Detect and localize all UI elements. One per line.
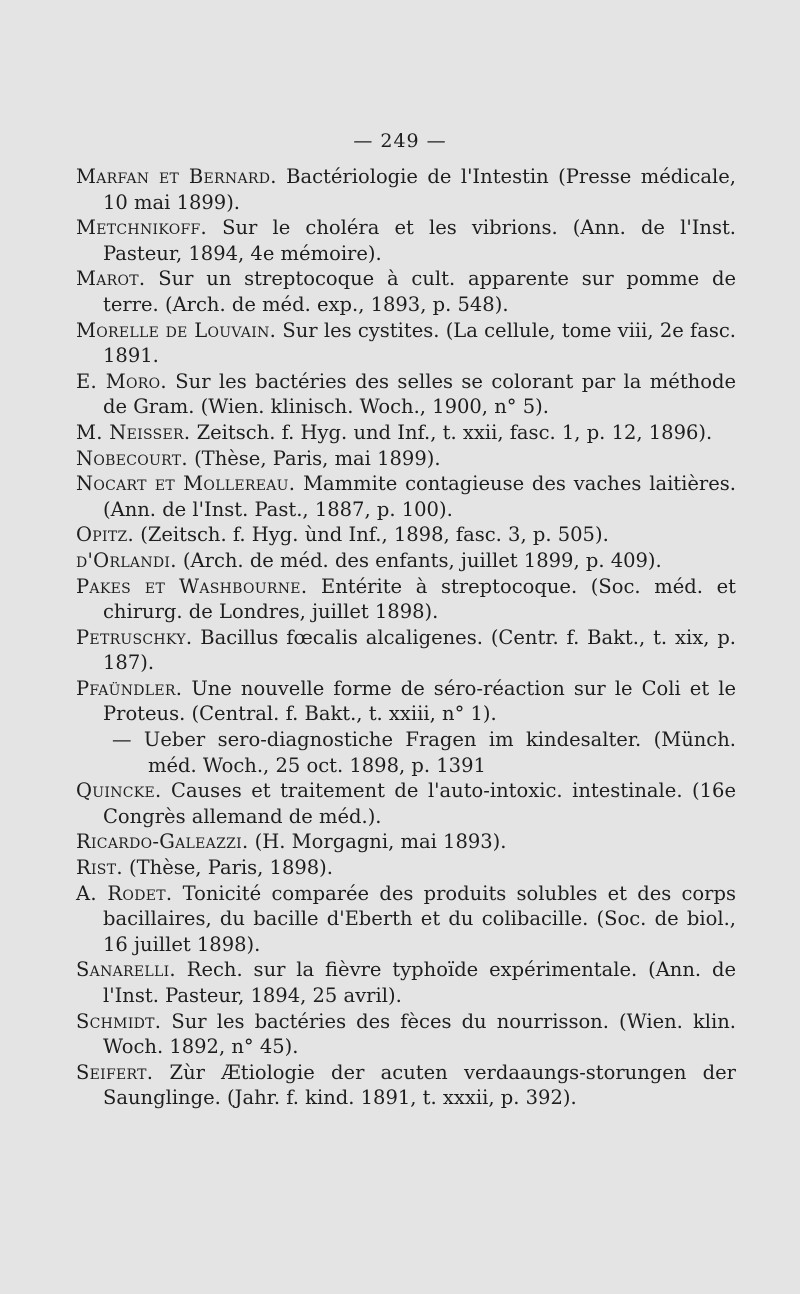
- bibliography-entry: [76, 625, 736, 676]
- bibliography-entry: [76, 318, 736, 369]
- bibliography-entry: [76, 522, 736, 548]
- entry-text: Zùr Ætiologie der acuten verdaaungs-storungen der Saunglinge. (Jahr. f. kind. 1891, t. xxxii, p. 392).: [103, 1060, 736, 1110]
- entry-text: (Zeitsch. f. Hyg. ùnd Inf., 1898, fasc. 3, p. 505).: [134, 523, 609, 547]
- entry-author: Seifert.: [76, 1060, 154, 1084]
- bibliography-entry: [76, 1060, 736, 1111]
- bibliography-entry: [76, 164, 736, 215]
- bibliography-list: [76, 164, 736, 1111]
- entry-author: Schmidt.: [76, 1009, 162, 1033]
- entry-author: E. Moro.: [76, 369, 167, 393]
- entry-text: Sur les bactéries des selles se colorant par la méthode de Gram. (Wien. klinisch. Woch., 1900, n° 5).: [103, 369, 736, 419]
- entry-text: (Arch. de méd. des enfants, juillet 1899, p. 409).: [176, 548, 662, 572]
- entry-author: Quincke.: [76, 779, 162, 803]
- bibliography-entry: [76, 829, 736, 855]
- entry-author: Metchnikoff.: [76, 216, 208, 240]
- entry-author: A. Rodet.: [76, 881, 173, 905]
- bibliography-entry: [76, 215, 736, 266]
- entry-text: Sur le choléra et les vibrions. (Ann. de l'Inst. Pasteur, 1894, 4e mémoire).: [103, 216, 736, 265]
- bibliography-entry: [76, 266, 736, 317]
- entry-author: Opitz.: [76, 523, 135, 547]
- entry-author: Nocart et Mollereau.: [76, 472, 296, 496]
- entry-author: Marfan et Bernard.: [76, 165, 277, 188]
- bibliography-entry-continuation: [76, 727, 736, 778]
- page-number: — 249 —: [353, 130, 447, 152]
- entry-text: Zeitsch. f. Hyg. und Inf., t. xxii, fasc. 1, p. 12, 1896).: [190, 420, 713, 444]
- bibliography-entry: [76, 778, 736, 829]
- bibliography-entry: [76, 881, 736, 958]
- entry-author: Petruschky.: [76, 625, 193, 649]
- bibliography-entry: [76, 369, 736, 420]
- bibliography-entry: [76, 471, 736, 522]
- entry-author: Morelle de Louvain.: [76, 318, 277, 342]
- bibliography-entry: [76, 676, 736, 727]
- entry-text: Bacillus fœcalis alcaligenes. (Centr. f. Bakt., t. xix, p. 187).: [103, 625, 736, 675]
- entry-author: Nobecourt.: [76, 446, 188, 470]
- entry-text: Sur un streptocoque à cult. apparente sur pomme de terre. (Arch. de méd. exp., 1893, p. 548).: [103, 267, 736, 316]
- entry-text: Causes et traitement de l'auto-intoxic. intestinale. (16e Congrès allemand de méd.).: [103, 779, 736, 828]
- bibliography-entry: [76, 446, 736, 472]
- entry-author: Rist.: [76, 856, 123, 880]
- entry-author: d'Orlandi.: [76, 548, 177, 572]
- bibliography-entry: [76, 1009, 736, 1060]
- entry-text: Mammite contagieuse des vaches laitières. (Ann. de l'Inst. Past., 1887, p. 100).: [103, 472, 736, 521]
- entry-author: Pfaündler.: [76, 676, 183, 700]
- entry-text: Entérite à streptocoque. (Soc. méd. et chirurg. de Londres, juillet 1898).: [103, 574, 736, 624]
- entry-text: (H. Morgagni, mai 1893).: [248, 830, 507, 854]
- entry-author: Pakes et Washbourne.: [76, 574, 308, 598]
- bibliography-entry: [76, 420, 736, 446]
- bibliography-entry: [76, 574, 736, 625]
- entry-ditto-dash: —: [112, 728, 132, 752]
- entry-text: Bactériologie de l'Intestin (Presse médicale, 10 mai 1899).: [103, 165, 736, 214]
- entry-text: Sur les cystites. (La cellule, tome viii, 2e fasc. 1891.: [103, 318, 736, 368]
- bibliography-entry: [76, 548, 736, 574]
- entry-author: Marot.: [76, 267, 146, 291]
- bibliography-entry: [76, 957, 736, 1008]
- bibliography-entry: [76, 855, 736, 881]
- entry-text: Une nouvelle forme de séro-réaction sur le Coli et le Proteus. (Central. f. Bakt., t. xxiii, n° 1).: [103, 676, 736, 726]
- entry-author: Ricardo-Galeazzi.: [76, 830, 249, 854]
- entry-text: Ueber sero-diagnostiche Fragen im kindesalter. (Münch. méd. Woch., 25 oct. 1898, p. 1391: [131, 728, 736, 777]
- entry-author: Sanarelli.: [76, 958, 176, 982]
- entry-text: (Thèse, Paris, 1898).: [122, 856, 333, 880]
- entry-text: Tonicité comparée des produits solubles et des corps bacillaires, du bacille d'Eberth et du colibacille. (Soc. de biol., 16 juillet 1898).: [103, 881, 736, 956]
- entry-text: (Thèse, Paris, mai 1899).: [187, 446, 441, 470]
- entry-text: Rech. sur la fièvre typhoïde expérimentale. (Ann. de l'Inst. Pasteur, 1894, 25 avril).: [103, 958, 736, 1007]
- entry-text: Sur les bactéries des fèces du nourrisson. (Wien. klin. Woch. 1892, n° 45).: [103, 1009, 736, 1059]
- entry-author: M. Neisser.: [76, 420, 191, 444]
